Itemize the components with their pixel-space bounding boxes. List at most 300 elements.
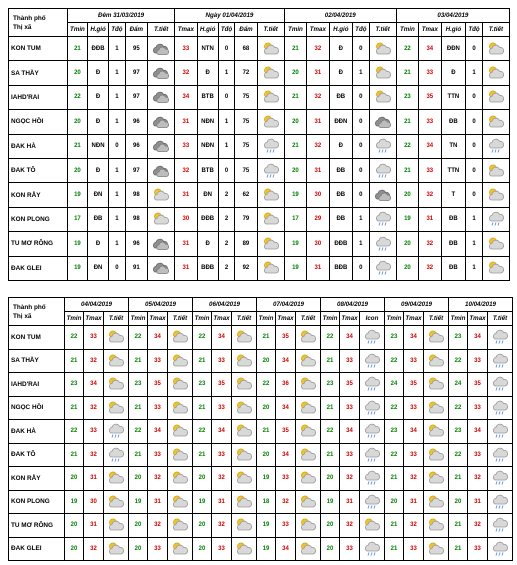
tmax-value: 34 (404, 326, 424, 350)
city-name: ĐAK GLEI (9, 537, 65, 561)
day-header: 05/04/2019 (129, 298, 193, 312)
sun-cloud-icon (258, 41, 284, 57)
tmin-value: 22 (193, 420, 212, 444)
tmin-value: 22 (396, 37, 418, 61)
wind-level: 0 (353, 85, 370, 109)
tmin-value: 21 (284, 85, 306, 109)
sub-header: Tmin (321, 312, 340, 326)
tmax-value: 31 (307, 61, 329, 85)
sun-cloud-icon (232, 494, 256, 510)
sun-cloud-icon (483, 163, 509, 179)
weather-cell (369, 158, 396, 182)
tmin-value: 22 (321, 326, 340, 350)
tmin-value: 20 (193, 537, 212, 561)
cloudy-icon (148, 114, 174, 130)
sun-cloud-icon (258, 65, 284, 81)
wind-direction: NĐN (197, 110, 218, 134)
tmin-value: 23 (449, 326, 468, 350)
weather-cell (360, 443, 385, 467)
weather-cell (148, 85, 175, 109)
wind-level: 0 (109, 134, 126, 158)
weather-cell (482, 256, 509, 280)
weather-cell (296, 326, 321, 350)
tmax-value: 32 (340, 514, 360, 538)
sun-cloud-icon (483, 260, 509, 276)
tmax-value: 31 (307, 256, 329, 280)
tmin-value: 20 (65, 537, 84, 561)
humidity-value: 79 (235, 207, 257, 231)
weather-cell (257, 110, 284, 134)
wind-direction: T (441, 183, 466, 207)
sun-cloud-icon (296, 470, 320, 486)
weather-cell (168, 396, 193, 420)
tmin-value: 20 (284, 61, 306, 85)
weather-cell (257, 207, 284, 231)
sub-header: T.tiết (296, 312, 321, 326)
weather-cell (168, 490, 193, 514)
tmin-value: 20 (321, 467, 340, 491)
tmax-value: 35 (340, 373, 360, 397)
tmin-value: 20 (129, 537, 148, 561)
wind-level: 0 (466, 85, 483, 109)
weather-cell (296, 467, 321, 491)
table-row (9, 326, 513, 350)
humidity-value: 96 (125, 232, 147, 256)
sun-cloud-icon (104, 400, 128, 416)
sun-cloud-icon (424, 353, 448, 369)
wind-level: 0 (353, 256, 370, 280)
weather-cell (104, 396, 129, 420)
sun-cloud-icon (232, 517, 256, 533)
wind-direction: ĐĐN (441, 37, 466, 61)
tmax-value: 32 (148, 467, 168, 491)
weather-cell (482, 207, 509, 231)
tmin-value: 21 (449, 537, 468, 561)
tmin-value: 19 (257, 514, 276, 538)
weather-cell (168, 443, 193, 467)
weather-cell (148, 158, 175, 182)
tmin-value: 21 (385, 467, 404, 491)
tmax-value: 32 (84, 349, 104, 373)
tmin-value: 20 (449, 490, 468, 514)
rain-icon (370, 211, 396, 227)
rain-icon (488, 423, 512, 439)
tmax-value: 31 (175, 183, 197, 207)
weather-cell (369, 232, 396, 256)
wind-level: 0 (466, 37, 483, 61)
tmin-value: 23 (385, 326, 404, 350)
day-header: 04/04/2019 (65, 298, 129, 312)
weather-cell (232, 373, 257, 397)
weather-cell (104, 490, 129, 514)
wind-direction: NĐN (87, 134, 108, 158)
city-name: KON RẪY (9, 467, 65, 491)
weather-cell (104, 537, 129, 561)
tmax-value: 36 (276, 373, 296, 397)
wind-direction: TN (441, 134, 466, 158)
tmax-value: 33 (419, 110, 441, 134)
tmin-value: 22 (396, 134, 418, 158)
weather-cell (369, 183, 396, 207)
wind-level: 1 (466, 61, 483, 85)
sun-cloud-icon (104, 494, 128, 510)
tmax-value: 33 (148, 537, 168, 561)
weather-cell (232, 514, 257, 538)
wind-level: 1 (218, 110, 235, 134)
wind-direction: Đ (87, 158, 108, 182)
forecast-table-extended (8, 297, 513, 561)
tmax-value: 33 (419, 61, 441, 85)
sub-header: H.gió (197, 23, 218, 37)
table-row (9, 183, 510, 207)
tmax-value: 31 (84, 514, 104, 538)
tmin-value: 20 (321, 514, 340, 538)
sun-cloud-icon (104, 329, 128, 345)
sub-header: Tđộ (353, 23, 370, 37)
tmin-value: 21 (193, 443, 212, 467)
sun-cloud-icon (296, 353, 320, 369)
tmax-value: 31 (307, 158, 329, 182)
cloudy-icon (148, 236, 174, 252)
sun-cloud-icon (104, 353, 128, 369)
tmax-value: 31 (340, 490, 360, 514)
wind-level: 1 (109, 183, 126, 207)
rain-icon (360, 541, 384, 557)
wind-direction: BĐB (329, 256, 353, 280)
table-row (9, 443, 513, 467)
wind-level: 1 (218, 134, 235, 158)
sun-cloud-icon (483, 187, 509, 203)
wind-direction: ĐĐN (329, 110, 353, 134)
tmin-value: 20 (257, 349, 276, 373)
wind-direction: ĐB (329, 207, 353, 231)
tmax-value: 31 (84, 467, 104, 491)
wind-direction: Đ (87, 110, 108, 134)
wind-direction: Đ (87, 61, 108, 85)
city-name: KON TUM (9, 326, 65, 350)
tmin-value: 22 (129, 326, 148, 350)
tmin-value: 23 (65, 373, 84, 397)
tmin-value: 22 (321, 420, 340, 444)
tmax-value: 33 (212, 396, 232, 420)
weather-cell (148, 207, 175, 231)
wind-level: 1 (353, 207, 370, 231)
tmin-value: 20 (129, 514, 148, 538)
weather-cell (482, 37, 509, 61)
wind-direction: NTN (197, 37, 218, 61)
weather-cell (296, 349, 321, 373)
sun-cloud-icon (296, 376, 320, 392)
table-row (9, 256, 510, 280)
wind-direction: Đ (329, 61, 353, 85)
humidity-value: 89 (235, 232, 257, 256)
rain-icon (360, 470, 384, 486)
humidity-value: 91 (125, 256, 147, 280)
weather-cell (488, 467, 513, 491)
sun-cloud-icon (258, 114, 284, 130)
city-name: KON PLONG (9, 490, 65, 514)
tmin-value: 21 (396, 61, 418, 85)
tmin-value: 20 (193, 514, 212, 538)
tmax-value: 32 (468, 514, 488, 538)
rain-icon (488, 541, 512, 557)
tmin-value: 20 (193, 467, 212, 491)
weather-cell (296, 420, 321, 444)
tmax-value: 31 (307, 110, 329, 134)
tmin-value: 19 (67, 256, 87, 280)
tmin-value: 21 (396, 110, 418, 134)
tmax-value: 31 (175, 110, 197, 134)
rain-icon (104, 423, 128, 439)
tmax-value: 34 (276, 349, 296, 373)
sun-cloud-icon (370, 89, 396, 105)
city-name: TU MƠ RÔNG (9, 232, 68, 256)
sub-header: Tmax (340, 312, 360, 326)
sun-cloud-icon (232, 376, 256, 392)
weather-cell (424, 373, 449, 397)
rain-icon (370, 236, 396, 252)
humidity-value: 75 (235, 158, 257, 182)
tmax-value: 35 (148, 373, 168, 397)
tmax-value: 33 (404, 396, 424, 420)
weather-cell (168, 420, 193, 444)
tmin-value: 22 (65, 420, 84, 444)
sun-cloud-icon (232, 353, 256, 369)
table-row (9, 37, 510, 61)
weather-cell (232, 326, 257, 350)
tmax-value: 33 (175, 134, 197, 158)
rain-icon (370, 138, 396, 154)
humidity-value: 68 (235, 37, 257, 61)
city-name: KON TUM (9, 37, 68, 61)
weather-cell (232, 490, 257, 514)
rain-icon (488, 470, 512, 486)
table-row (9, 537, 513, 561)
tmin-value: 19 (65, 490, 84, 514)
rain-icon (488, 329, 512, 345)
humidity-value: 92 (235, 256, 257, 280)
sun-cloud-icon (168, 494, 192, 510)
wind-level: 0 (466, 158, 483, 182)
sun-cloud-icon (258, 187, 284, 203)
tmax-value: 32 (307, 85, 329, 109)
tmax-value: 32 (340, 467, 360, 491)
tmax-value: 34 (468, 420, 488, 444)
cloudy-icon (148, 163, 174, 179)
city-name: IAHD'RAI (9, 373, 65, 397)
wind-direction: ĐB (329, 183, 353, 207)
table-row (9, 85, 510, 109)
tmax-value: 33 (276, 467, 296, 491)
sub-header: Tmin (257, 312, 276, 326)
sun-cloud-icon (296, 400, 320, 416)
tmin-value: 19 (284, 256, 306, 280)
rain-icon (104, 447, 128, 463)
tmax-value: 32 (175, 61, 197, 85)
rain-icon (488, 376, 512, 392)
weather-cell (148, 134, 175, 158)
tmin-value: 22 (129, 420, 148, 444)
cloudy-icon (148, 138, 174, 154)
tmax-value: 31 (419, 207, 441, 231)
sub-header: T.tiết (148, 23, 175, 37)
tmin-value: 21 (257, 420, 276, 444)
tmax-value: 32 (419, 183, 441, 207)
city-name: ĐAK TÔ (9, 158, 68, 182)
tmin-value: 22 (449, 443, 468, 467)
weather-cell (232, 443, 257, 467)
tmin-value: 21 (67, 134, 87, 158)
weather-cell (360, 349, 385, 373)
weather-cell (424, 490, 449, 514)
weather-cell (360, 396, 385, 420)
tmax-value: 30 (84, 490, 104, 514)
sun-cloud-icon (296, 494, 320, 510)
wind-level: 1 (353, 61, 370, 85)
tmin-value: 20 (396, 256, 418, 280)
tmin-value: 20 (321, 537, 340, 561)
weather-cell (482, 134, 509, 158)
tmax-value: 32 (307, 134, 329, 158)
humidity-value: 75 (235, 85, 257, 109)
sun-cloud-icon (296, 541, 320, 557)
wind-direction: TTN (441, 158, 466, 182)
tmax-value: 31 (175, 232, 197, 256)
sub-header: T.tiết (168, 312, 193, 326)
table-row (9, 158, 510, 182)
weather-cell (148, 110, 175, 134)
cloudy-icon (370, 187, 396, 203)
weather-cell (168, 373, 193, 397)
sun-cloud-icon (258, 260, 284, 276)
weather-cell (360, 514, 385, 538)
weather-cell (104, 443, 129, 467)
tmin-value: 20 (129, 467, 148, 491)
table-row (9, 490, 513, 514)
weather-cell (104, 326, 129, 350)
weather-cell (104, 514, 129, 538)
tmin-value: 22 (257, 373, 276, 397)
tmax-value: 32 (404, 514, 424, 538)
weather-cell (104, 373, 129, 397)
wind-level: 1 (109, 37, 126, 61)
tmax-value: 33 (148, 443, 168, 467)
sun-cloud-icon (168, 541, 192, 557)
sub-header: H.gió (87, 23, 108, 37)
humidity-value: 72 (235, 61, 257, 85)
tmax-value: 31 (212, 490, 232, 514)
weather-cell (424, 443, 449, 467)
table-row (9, 61, 510, 85)
tmin-value: 21 (321, 396, 340, 420)
wind-direction: ĐB (441, 207, 466, 231)
city-column-header (9, 9, 68, 37)
weather-cell (482, 110, 509, 134)
tmax-value: 34 (212, 420, 232, 444)
wind-direction: BTB (197, 85, 218, 109)
forecast-table-short-range (8, 8, 510, 281)
weather-cell (296, 443, 321, 467)
tmax-value: 34 (404, 420, 424, 444)
city-name: KON RẪY (9, 183, 68, 207)
weather-cell (360, 373, 385, 397)
sub-header: Tđộ (109, 23, 126, 37)
tmax-value: 30 (175, 207, 197, 231)
weather-cell (369, 256, 396, 280)
tmin-value: 21 (129, 396, 148, 420)
weather-cell (424, 467, 449, 491)
tmax-value: 33 (340, 349, 360, 373)
city-name: ĐAK HÀ (9, 134, 68, 158)
tmin-value: 21 (193, 396, 212, 420)
tmin-value: 21 (385, 537, 404, 561)
sub-header: Tđộ (218, 23, 235, 37)
sun-cloud-icon (483, 236, 509, 252)
wind-level: 1 (109, 232, 126, 256)
weather-cell (360, 467, 385, 491)
tmax-value: 33 (419, 158, 441, 182)
weather-cell (424, 514, 449, 538)
sub-header: Đẩm (125, 23, 147, 37)
table-row (9, 349, 513, 373)
sun-cloud-icon (168, 329, 192, 345)
city-name: SA THẦY (9, 61, 68, 85)
sun-cloud-icon (168, 400, 192, 416)
sun-cloud-icon (296, 447, 320, 463)
wind-level: 0 (353, 37, 370, 61)
wind-level: 1 (466, 232, 483, 256)
city-header-line1: Thành phố (13, 14, 46, 22)
wind-direction: Đ (197, 61, 218, 85)
weather-cell (369, 61, 396, 85)
sub-header: T.tiết (257, 23, 284, 37)
sub-header: Tmax (84, 312, 104, 326)
sun-cloud-icon (424, 541, 448, 557)
wind-level: 0 (466, 110, 483, 134)
weather-cell (232, 396, 257, 420)
city-name: NGỌC HỒI (9, 110, 68, 134)
rain-icon (488, 353, 512, 369)
city-name: ĐAK GLEI (9, 256, 68, 280)
weather-cell (168, 349, 193, 373)
wind-level: 0 (353, 134, 370, 158)
weather-cell (232, 467, 257, 491)
wind-level: 1 (109, 207, 126, 231)
sub-header: T.tiết (232, 312, 257, 326)
tmin-value: 22 (65, 326, 84, 350)
tmax-value: 33 (148, 349, 168, 373)
sun-cloud-icon (258, 89, 284, 105)
wind-level: 1 (466, 207, 483, 231)
tmax-value: 32 (84, 443, 104, 467)
city-name: SA THẦY (9, 349, 65, 373)
rain-icon (360, 353, 384, 369)
tmax-value: 33 (468, 349, 488, 373)
tmax-value: 34 (84, 373, 104, 397)
tmin-value: 20 (284, 158, 306, 182)
weather-cell (369, 110, 396, 134)
wind-direction: ĐB (329, 158, 353, 182)
day-header: 08/04/2019 (321, 298, 385, 312)
sub-header: Tmax (148, 312, 168, 326)
sun-cloud-icon (424, 494, 448, 510)
table-row (9, 514, 513, 538)
tmax-value: 33 (84, 420, 104, 444)
city-header-line2: Thị xã (13, 312, 32, 320)
sun-cloud-icon (424, 376, 448, 392)
tmin-value: 21 (129, 349, 148, 373)
tmin-value: 19 (67, 183, 87, 207)
